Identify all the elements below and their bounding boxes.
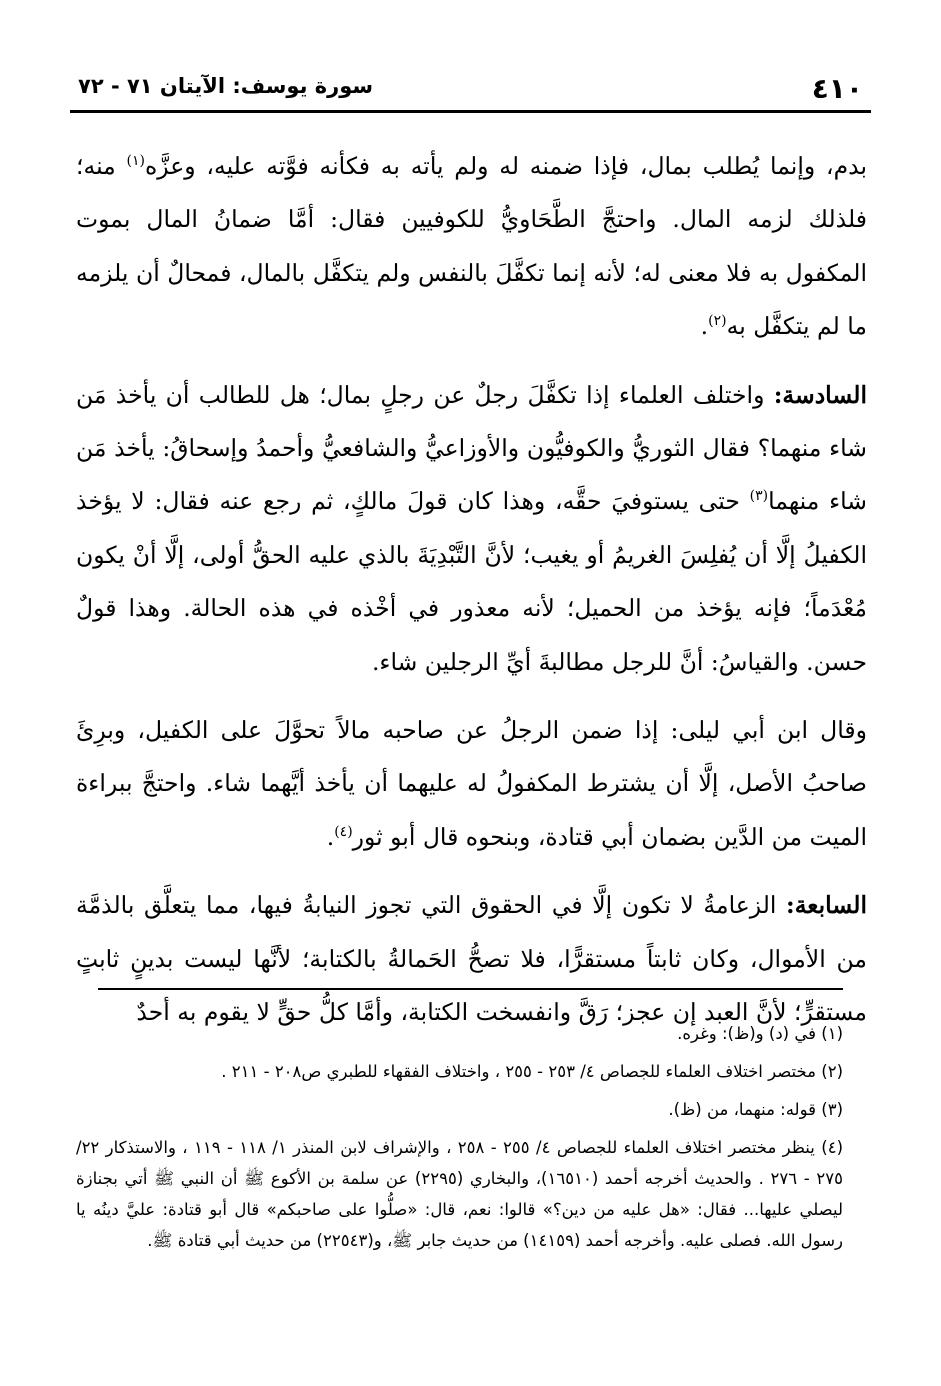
header-rule bbox=[70, 110, 871, 113]
page-number: ٤١٠ bbox=[811, 72, 863, 105]
main-text bbox=[76, 140, 867, 1055]
section-lead-seventh: السابعة: bbox=[786, 891, 867, 920]
footnote-2: (٢) مختصر اختلاف العلماء للجصاص ٤/ ٢٥٣ - ٢٥٥ ، واختلاف الفقهاء للطبري ص٢٠٨ - ٢١١ . bbox=[221, 1062, 843, 1081]
paragraph-text: منه؛ فلذلك لزمه المال. واحتجَّ الطَّحَاويُّ للكوفيين فقال: أمَّا ضمانُ المال بموت المكفول به فلا معنى له؛ لأنه إنما تكفَّلَ بالنفس ولم يتكفَّل بالمال، فمحالٌ أن يلزمه ما لم يتكفَّل به bbox=[76, 152, 867, 341]
paragraph-3 bbox=[76, 704, 867, 864]
paragraph-end: . bbox=[700, 312, 709, 341]
paragraph-end: . bbox=[326, 822, 335, 851]
running-title: سورة يوسف: الآيتان ٧١ - ٧٢ bbox=[78, 74, 374, 98]
paragraph-4 bbox=[76, 879, 867, 1039]
paragraph-text: بدم، وإنما يُطلب بمال، فإذا ضمنه له ولم يأته به فكأنه فوَّته عليه، وعزَّه bbox=[144, 152, 867, 180]
paragraph-text: واختلف العلماء إذا تكفَّلَ رجلٌ عن رجلٍ بمال؛ هل للطالب أن يأخذ مَن شاء منهما؟ فقال الثوريُّ والكوفيُّون والأوزاعيُّ والشافعيُّ وأحمدُ وإسحاقُ: يأخذ مَن شاء منهما bbox=[76, 380, 867, 516]
paragraph-1 bbox=[76, 140, 867, 354]
section-lead-sixth: السادسة: bbox=[773, 380, 867, 409]
footnote-ref-1[interactable]: (١) bbox=[126, 153, 145, 170]
footnote-ref-4[interactable]: (٤) bbox=[334, 824, 353, 841]
footnote-ref-3[interactable]: (٣) bbox=[749, 488, 769, 505]
footnotes bbox=[76, 1018, 843, 1263]
paragraph-text: الزعامةُ لا تكون إلَّا في الحقوق التي تجوز النيابةُ فيها، مما يتعلَّق بالذمَّة من الأموال، وكان ثابتاً مستقرًّا، فلا تصحُّ الحَمالةُ بالكتابة؛ لأنَّها ليست بدينٍ ثابتٍ مستقرٍّ؛ لأنَّ العبد إن عجز؛ رَقَّ وانفسخت الكتابة، وأمَّا كلُّ حقٍّ لا يقوم به أحدٌ bbox=[76, 891, 867, 1027]
footnote-ref-2[interactable]: (٢) bbox=[708, 313, 727, 330]
footnote-1: (١) في (د) و(ظ): وغره. bbox=[677, 1024, 843, 1043]
paragraph-text: حتى يستوفيَ حقَّه، وهذا كان قولَ مالكٍ، ثم رجع عنه فقال: لا يؤخذ الكفيلُ إلَّا أن يُفلِسَ الغريمُ أو يغيب؛ لأنَّ التَّبْدِيَةَ بالذي عليه الحقُّ أولى، إلَّا أنْ يكون مُعْدَماً؛ فإنه يؤخذ من الحميل؛ لأنه معذور في أخْذه في هذه الحالة. وهذا قولٌ حسن. والقياسُ: أنَّ للرجل مطالبةَ أيِّ الرجلين شاء. bbox=[76, 487, 867, 676]
footnote-4: (٤) ينظر مختصر اختلاف العلماء للجصاص ٤/ ٢٥٥ - ٢٥٨ ، والإشراف لابن المنذر ١/ ١١٨ - ١١٩ ، والاستذكار ٢٢/ ٢٧٥ - ٢٧٦ . والحديث أخرجه أحمد (١٦٥١٠)، والبخاري (٢٢٩٥) عن سلمة بن الأكوع ﷺ أن النبي ﷺ أتي بجنازة ليصلي عليها... فقال: «هل عليه من دين؟» قالوا: نعم، قال: «صلُّوا على صاحبكم» قال أبو قتادة: عليَّ دينُه يا رسول الله. فصلى عليه. وأخرجه أحمد (١٤١٥٩) من حديث جابر ﷺ، و(٢٢٥٤٣) من حديث أبي قتادة ﷺ. bbox=[76, 1138, 843, 1250]
paragraph-text: وقال ابن أبي ليلى: إذا ضمن الرجلُ عن صاحبه مالاً تحوَّلَ على الكفيل، وبرِئَ صاحبُ الأصل، إلَّا أن يشترط المكفولُ له عليهما أن يأخذ أيَّهما شاء. واحتجَّ ببراءة الميت من الدَّين بضمان أبي قتادة، وبنحوه قال أبو ثور bbox=[76, 716, 867, 851]
footnote-separator bbox=[98, 988, 843, 990]
footnote-3: (٣) قوله: منهما، من (ظ). bbox=[668, 1100, 843, 1119]
page-header bbox=[70, 66, 871, 110]
paragraph-2 bbox=[76, 369, 867, 689]
